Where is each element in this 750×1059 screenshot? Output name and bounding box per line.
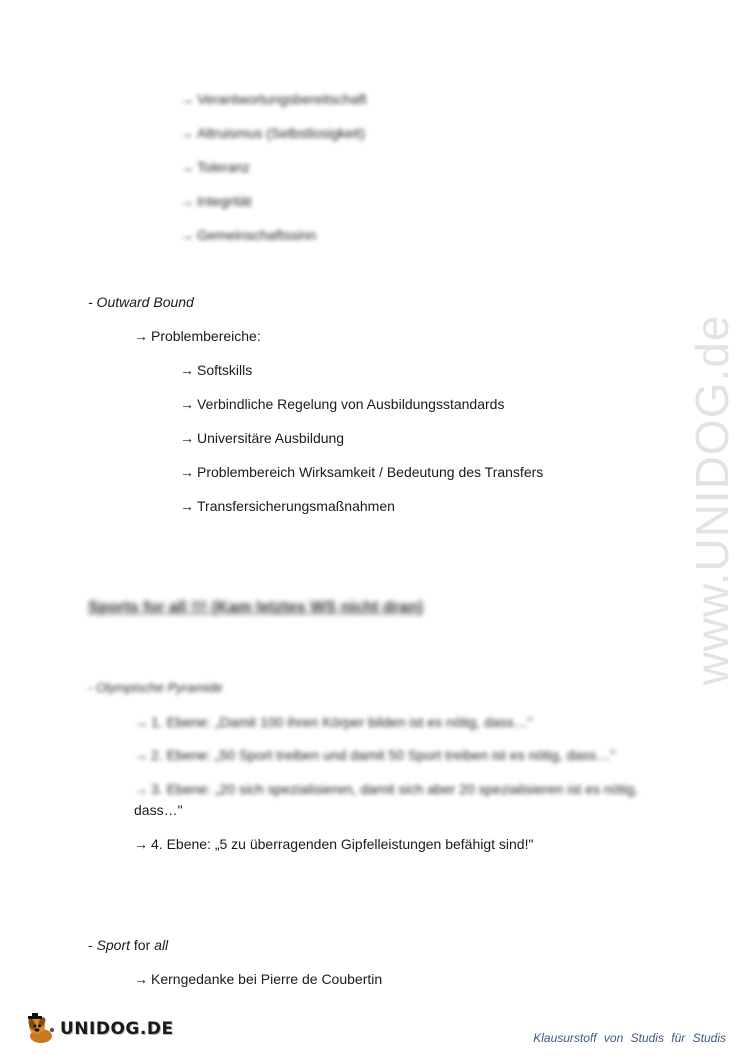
blurred-list-item: → Altruismus (Selbstlosigkeit) (180, 125, 366, 141)
list-item: → Kerngedanke bei Pierre de Coubertin (134, 971, 383, 987)
arrow-icon: → (180, 125, 194, 141)
arrow-icon: → (134, 781, 148, 797)
arrow-icon: → (180, 91, 194, 107)
list-item: → Transfersicherungsmaßnahmen (180, 498, 395, 514)
arrow-icon: → (180, 362, 194, 378)
pyramid-level-3: → 3. Ebene: „20 sich spezialisieren, damit sich aber 20 spezialisieren ist es nötig, (134, 781, 639, 797)
footer-tagline: Klausurstoff von Studis für Studis (533, 1031, 726, 1045)
arrow-icon: → (180, 396, 194, 412)
arrow-icon: → (180, 159, 194, 175)
list-item: → Softskills (180, 362, 253, 378)
arrow-icon: → (180, 498, 194, 514)
pyramid-level-2: → 2. Ebene: „50 Sport treiben und damit 50 Sport treiben ist es nötig, dass…" (134, 747, 616, 763)
pyramid-level-1: → 1. Ebene: „Damit 100 ihren Körper bilden ist es nötig, dass…" (134, 714, 533, 730)
list-item: → Universitäre Ausbildung (180, 430, 345, 446)
section-title-outward-bound: - Outward Bound (88, 294, 194, 310)
pyramid-level-4: → 4. Ebene: „5 zu überragenden Gipfelleistungen befähigt sind!" (134, 836, 534, 852)
blurred-list-item: → Gemeinschaftssinn (180, 227, 317, 243)
arrow-icon: → (180, 464, 194, 480)
blurred-list-item: → Toleranz (180, 159, 250, 175)
arrow-icon: → (134, 747, 148, 763)
pyramid-level-3-continuation: dass…" (134, 802, 183, 818)
arrow-icon: → (134, 971, 148, 987)
section-title-olympic-pyramid: - Olympische Pyramide (88, 680, 223, 695)
arrow-icon: → (180, 430, 194, 446)
list-item: → Problembereich Wirksamkeit / Bedeutung des Transfers (180, 464, 544, 480)
arrow-icon: → (134, 836, 148, 852)
arrow-icon: → (134, 714, 148, 730)
list-item: → Verbindliche Regelung von Ausbildungsstandards (180, 396, 505, 412)
arrow-icon: → (180, 193, 194, 209)
problem-areas-label: → Problembereiche: (134, 328, 261, 344)
section-title-sport-for-all: - Sport for all (88, 937, 169, 953)
blurred-list-item: → Verantwortungsbereitschaft (180, 91, 367, 107)
logo-text: UNIDOG.DE (60, 1019, 174, 1039)
arrow-icon: → (180, 227, 194, 243)
blurred-list-item: → Integrität (180, 193, 252, 209)
arrow-icon: → (134, 328, 148, 344)
section-heading-sports-for-all: Sports for all !!! (Kam letztes WS nicht dran) (88, 599, 424, 616)
dog-mascot-icon (24, 1012, 58, 1046)
watermark: www.UNIDOG.de (686, 314, 738, 686)
unidog-logo[interactable] (24, 1011, 174, 1047)
